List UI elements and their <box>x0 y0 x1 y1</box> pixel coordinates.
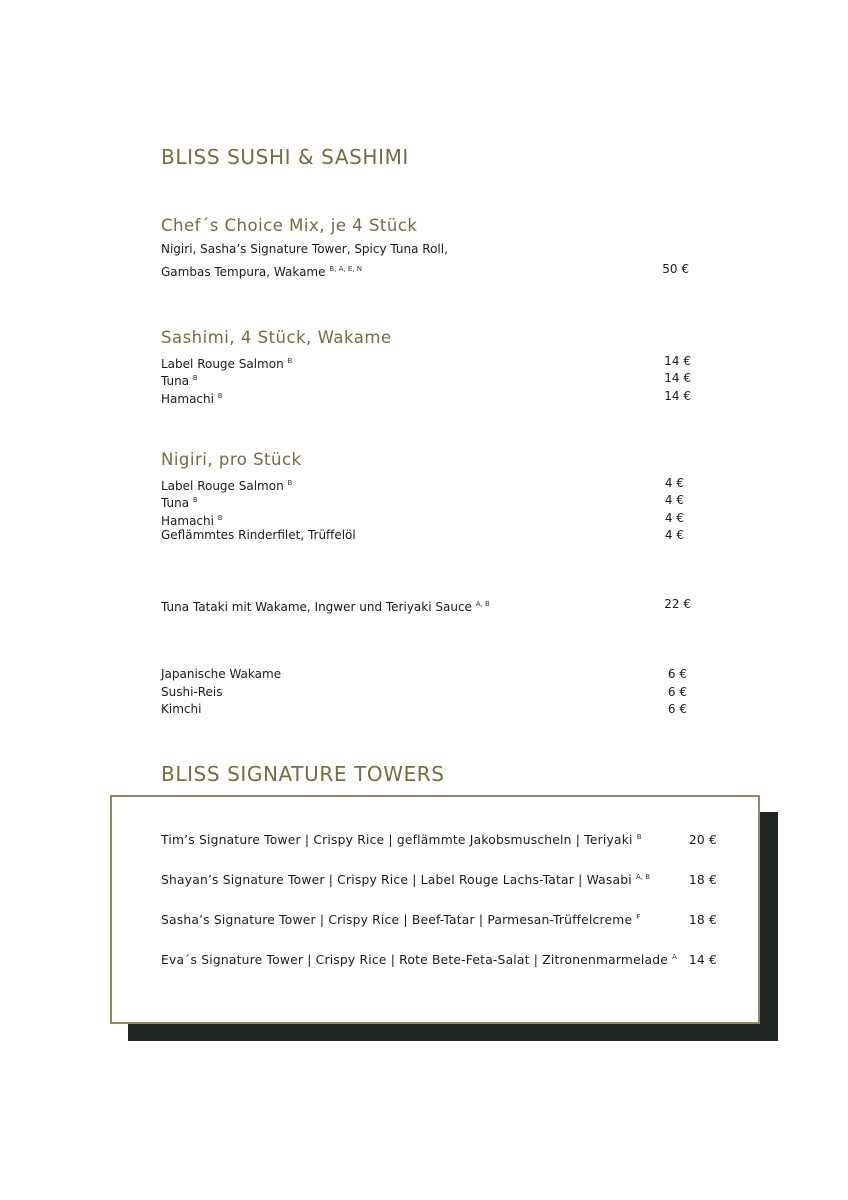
item-price: 14 € <box>664 371 691 385</box>
tower-item <box>161 913 640 927</box>
price-chefs-choice: 50 € <box>662 262 689 276</box>
list-item <box>161 388 223 409</box>
item-name: Label Rouge Salmon <box>161 479 284 493</box>
item-name: Tim’s Signature Tower | Crispy Rice | geflämmte Jakobsmuscheln | Teriyaki <box>161 833 633 847</box>
allergen-note: B <box>287 357 293 365</box>
heading-nigiri: Nigiri, pro Stück <box>161 450 302 469</box>
item-price: 14 € <box>664 354 691 368</box>
item-price: 6 € <box>667 702 687 716</box>
item-price: 4 € <box>664 476 684 490</box>
item-name: Tuna Tataki mit Wakame, Ingwer und Teriyaki Sauce <box>161 600 472 614</box>
allergen-note: A <box>672 953 677 961</box>
allergen-note: B <box>287 479 293 487</box>
tataki-item <box>161 596 490 617</box>
section-title-towers: BLISS SIGNATURE TOWERS <box>161 762 445 786</box>
item-name: Hamachi <box>161 392 214 406</box>
list-item <box>161 527 356 545</box>
allergen-note: A, B <box>475 600 490 608</box>
list-item: Sushi-Reis <box>161 685 223 699</box>
item-price: 22 € <box>664 597 691 611</box>
allergen-note: B <box>217 514 223 522</box>
allergen-note: F <box>636 913 641 921</box>
towers-box <box>110 795 760 1024</box>
item-price: 20 € <box>688 833 717 847</box>
list-item: Kimchi <box>161 702 202 716</box>
item-price: 18 € <box>688 913 717 927</box>
item-name: Geflämmtes Rinderfilet, Trüffelöl <box>161 528 356 542</box>
heading-chefs-choice: Chef´s Choice Mix, je 4 Stück <box>161 216 418 235</box>
allergen-note: B <box>636 833 642 841</box>
heading-sashimi: Sashimi, 4 Stück, Wakame <box>161 328 392 347</box>
item-price: 18 € <box>688 873 717 887</box>
item-name: Tuna <box>161 496 190 510</box>
allergen-note: B <box>217 392 223 400</box>
allergen-note: B <box>192 374 198 382</box>
item-name: Label Rouge Salmon <box>161 357 284 371</box>
item-name: Tuna <box>161 374 190 388</box>
item-price: 4 € <box>664 493 684 507</box>
tower-item <box>161 873 650 887</box>
allergen-note: B, A, E, N <box>329 265 362 273</box>
item-name: Shayan’s Signature Tower | Crispy Rice | Label Rouge Lachs-Tatar | Wasabi <box>161 873 632 887</box>
section-title-sushi: BLISS SUSHI & SASHIMI <box>161 145 409 169</box>
item-price: 14 € <box>664 389 691 403</box>
item-name: Sasha’s Signature Tower | Crispy Rice | Beef-Tatar | Parmesan-Trüffelcreme <box>161 913 633 927</box>
chefs-choice-line-2 <box>161 261 362 282</box>
item-price: 6 € <box>667 685 687 699</box>
item-price: 14 € <box>688 953 717 967</box>
allergen-note: B <box>192 496 198 504</box>
tower-item <box>161 833 642 847</box>
chefs-choice-line-2-text: Gambas Tempura, Wakame <box>161 265 326 279</box>
chefs-choice-line-1: Nigiri, Sasha’s Signature Tower, Spicy Tuna Roll, <box>161 242 448 256</box>
item-price: 6 € <box>667 667 687 681</box>
item-name: Hamachi <box>161 514 214 528</box>
allergen-note: A, B <box>635 873 651 881</box>
tower-item <box>161 953 677 967</box>
item-price: 4 € <box>664 528 684 542</box>
item-name: Eva´s Signature Tower | Crispy Rice | Rote Bete-Feta-Salat | Zitronenmarmelade <box>161 953 668 967</box>
item-price: 4 € <box>664 511 684 525</box>
list-item: Japanische Wakame <box>161 667 282 681</box>
